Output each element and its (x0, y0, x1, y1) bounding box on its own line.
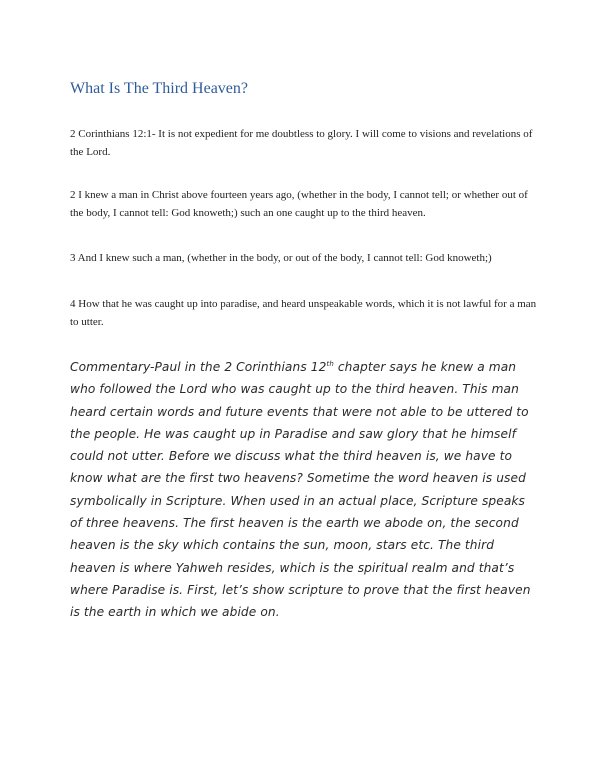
verse-2: 2 I knew a man in Christ above fourteen years ago, (whether in the body, I cannot tell; or whether out of the body, I cannot tell: God knoweth;) such an one caught up to the third heaven. (70, 189, 528, 219)
commentary-superscript: th (326, 359, 334, 368)
commentary-body: chapter says he knew a man who followed the Lord who was caught up to the third heaven. This man heard certain words and future events that were not able to be uttered to the people. He was caught up in Paradise and saw glory that he himself could not utter. Before we discuss what the third heaven is, we have to know what are the first two heavens? Sometime the word heaven is used symbolically in Scripture. When used in an actual place, Scripture speaks of three heavens. The first heaven is the earth we abode on, the second heaven is the sky which contains the sun, moon, stars etc. The third heaven is where Yahweh resides, which is the spiritual realm and that’s where Paradise is. First, let’s show scripture to prove that the first heaven is the earth in which we abide on. (70, 360, 531, 620)
verse-4: 4 How that he was caught up into paradise, and heard unspeakable words, which it is not lawful for a man to utter. (70, 298, 537, 328)
commentary-lead: Commentary-Paul in the 2 Corinthians 12 (70, 360, 327, 374)
page-title: What Is The Third Heaven? (70, 80, 249, 97)
verse-3: 3 And I knew such a man, (whether in the body, or out of the body, I cannot tell: God knoweth;) (70, 252, 492, 264)
verse-1: 2 Corinthians 12:1- It is not expedient for me doubtless to glory. I will come to visions and revelations of the Lord. (70, 128, 533, 158)
commentary-paragraph (70, 356, 532, 624)
